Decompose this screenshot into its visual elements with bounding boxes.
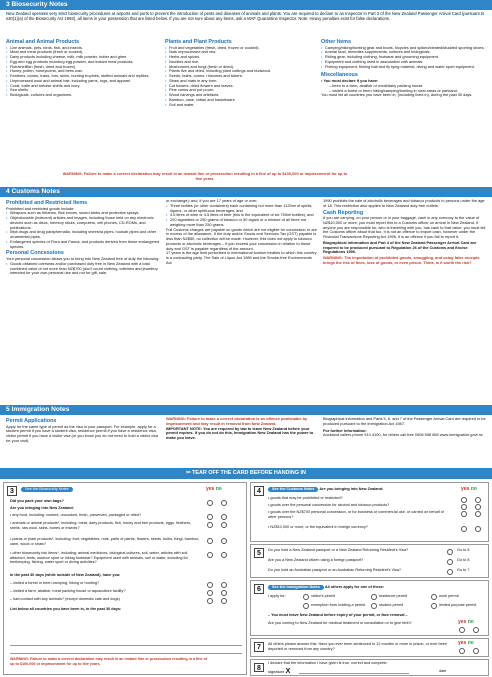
animal-column (6, 38, 161, 98)
yes-no-header: yes no (206, 486, 222, 492)
list-item: • Cut flowers, dried flowers and leaves. (165, 84, 315, 89)
immigration-col2 (166, 417, 318, 441)
list-item: • Unprocessed wool and animal hair, including yarns, rugs, and apparel. (6, 79, 161, 84)
allowance-list (166, 204, 318, 228)
part-number-4: 4 (254, 486, 264, 496)
answer-yes-checkbox[interactable] (461, 526, 467, 532)
biosecurity-question: • animals or animal products*, including: meat, dairy products, fish, honey and bee products, eggs, feathers, shells, raw wool, skins, bones or insects? (10, 521, 191, 530)
list-item: • Meat and meat products (fresh or cooked). (6, 50, 161, 55)
list-item: • Plants live and dried, including plant cuttings and budwood. (165, 69, 315, 74)
customs-tag: See the Customs Notes Are you bringing into New Zealand: (268, 487, 383, 492)
answer-no-checkbox[interactable] (475, 497, 481, 503)
concessions-text: Your personal concession allows you to bring into New Zealand free of duty the following: (6, 256, 160, 262)
permit-text: Apply for the same type of permit as the visa in your passport. For example, apply for a student permit if you have a student visa, residence permit if you have a residence visa, visitor permit if you have a visitor visa (or you know you do not need to hold a visitor visa for your visit). (6, 423, 159, 443)
plant-column (165, 38, 315, 108)
card-part-5 (250, 544, 489, 578)
medical-question: Are you coming to New Zealand for medical treatment or consultation or to give birth? (268, 621, 412, 625)
plant-list (165, 46, 315, 108)
permit-option-label: exemption from holding a permit (311, 603, 366, 607)
list-item: • Feathers, bones, tusks, furs, skins, hunting trophies, stuffed animals and reptiles. (6, 74, 161, 79)
card-part-7 (250, 638, 489, 657)
answer-no-checkbox[interactable] (221, 522, 227, 528)
permit-note: – You must leave New Zealand before expiry of your permit, or face removal – (268, 613, 408, 617)
biosecurity-tag: See the Biosecurity Notes (21, 487, 73, 492)
customs-col1 (6, 199, 161, 276)
passport-question: Are you a New Zealand citizen using a foreign passport? (268, 558, 364, 562)
important-note: IMPORTANT NOTE: You are required by law to leave New Zealand before your permit expires. If you do not do this, Immigration New Zealand has the power to make you leave. (166, 425, 314, 441)
customs-question: • goods over the NZ$700 personal concession, or for business or commercial use, or carried on behalf of other persons? (268, 510, 444, 519)
biosecurity-question: – had contact with any animals? (except domestic cats and dogs) (10, 597, 120, 601)
medical-no-checkbox[interactable] (473, 627, 479, 633)
list-item: • Pine cones and pot pourri. (165, 88, 315, 93)
section-title: 4 Customs Notes (6, 188, 60, 195)
goto-label: Go to 8 (457, 558, 470, 562)
permit-option-label: residence permit (379, 594, 408, 598)
part-number-3: 3 (7, 486, 17, 496)
criminal-yes-checkbox[interactable] (459, 648, 465, 654)
declaration-text: I declare that the information I have given is true, correct and complete. (268, 661, 388, 665)
permit-option-label: visitor's permit (311, 594, 336, 598)
list-item: • Biologicals, cultures and organisms. (6, 93, 161, 98)
tear-off-banner (0, 468, 492, 479)
animal-heading: Animal and Animal Products (6, 39, 80, 45)
goto-label: Go to 7 (457, 568, 470, 572)
card-part-6 (250, 580, 489, 636)
list-item: • Goods obtained overseas and/or purchased duty free in New Zealand with a total combined value of not more than NZ$700 (don't count clothing, toiletries and jewellery intended for your own personal use and not for gift, sale, (6, 262, 161, 276)
permit-option-label: work permit (439, 594, 459, 598)
biosecurity-question: • any food, including: cooked, uncooked, fresh, preserved, packaged or dried? (10, 513, 142, 517)
answer-yes-checkbox[interactable] (461, 511, 467, 517)
misc-lead: • You must declare if you have: (321, 78, 379, 84)
bio-info: Biographical information and Part 4 of the New Zealand Passenger Arrival Card are required to be produced pursuant to Regulation 26 of the Customs and Excise Regulations 1996. (323, 239, 477, 255)
list-item: • Equipment and clothing used in association with animals. (321, 60, 487, 65)
answer-yes-checkbox[interactable] (207, 590, 213, 596)
tear-text: TEAR OFF THE CARD BEFORE HANDING IN (192, 470, 306, 476)
list-item: • Animal food, remedies supplements, cultures and biologicals. (321, 50, 487, 55)
card-part-8 (250, 659, 489, 676)
list-item: • Fruit and vegetables (fresh, dried, frozen or cooked). (165, 46, 315, 51)
concessions-heading: Personal Concessions (6, 250, 64, 257)
signature-line[interactable] (299, 673, 409, 674)
permit-option-checkbox[interactable] (371, 603, 377, 609)
cash-heading: Cash Reporting (323, 209, 364, 216)
passport-checkbox[interactable] (447, 559, 453, 565)
list-item: • Dairy products including cheese, milk, milk powder, butter and ghee. (6, 55, 161, 60)
medical-yes-checkbox[interactable] (459, 627, 465, 633)
list-item: • Camping/hiking/hunting gear and boots, bicycles and spiked/cleated/studded sporting shoes. (321, 46, 487, 51)
list-item: • Fishing equipment, fishing bait and fly tying material, diving and water sport equipment. (321, 65, 487, 70)
goto-label: Go to 8 (457, 548, 470, 552)
yes-no-header: yes no (458, 619, 474, 625)
prohibited-list (6, 211, 161, 249)
customs-question: • goods that may be prohibited or restricted? (268, 496, 343, 500)
answer-no-checkbox[interactable] (221, 552, 227, 558)
col2-text: or exchange); and, if you are 17 years of age or over, (166, 198, 258, 203)
criminal-question: All others please answer this: Have you ever been sentenced to 12 months or more in prison, or ever been deported or removed from any country? (268, 642, 447, 651)
biosecurity-question: Did you pack your own bags? (10, 499, 64, 503)
other-column (321, 38, 487, 98)
answer-no-checkbox[interactable] (221, 514, 227, 520)
biosecurity-header (0, 0, 492, 10)
list-item: • Soil and water. (165, 103, 315, 108)
answer-yes-checkbox[interactable] (207, 538, 213, 544)
answer-yes-checkbox[interactable] (207, 500, 213, 506)
col2-para: Full Customs charges are payable on goods which are not eligible for concession or are in excess of the allowance. If the duty and/or Goods and Services Tax (GST) payable is less than NZ$50, no collection will be made. However, this does not apply to tobacco products or alcoholic beverages – if you exceed your concession in relation to these duty and GST is payable regardless of the amount. (166, 226, 317, 251)
prohibited-lead: Prohibited and restricted goods include: (6, 205, 75, 211)
list-item: • Noodles and rice. (165, 60, 315, 65)
card-part-3 (3, 482, 247, 675)
answer-yes-checkbox[interactable] (461, 497, 467, 503)
immigration-bio-info: Biographical information and Parts 5, 6, and 7 of the Passenger Arrival Card are required to be produced pursuant to the Immigration Act 1987. (323, 416, 486, 426)
misc-note: You must list all countries you have been in, (including lived in), during the past 30 days. (321, 92, 473, 98)
biosecurity-question: Are you bringing into New Zealand: (10, 506, 74, 510)
customs-col3 (323, 199, 487, 266)
list-item: • Fish/shellfish (fresh, dried and frozen). (6, 65, 161, 70)
list-item: • Wood carvings and artefacts. (165, 93, 315, 98)
list-item: • Endangered species of Flora and Fauna, and products derived from these endangered species. (6, 240, 161, 250)
biosecurity-question: – visited a forest or been camping, hiking or hunting? (10, 581, 100, 585)
answer-yes-checkbox[interactable] (207, 582, 213, 588)
answer-no-checkbox[interactable] (221, 590, 227, 596)
permit-option-checkbox[interactable] (431, 594, 437, 600)
answer-no-checkbox[interactable] (221, 538, 227, 544)
list-item: • Illicit drugs and drug paraphernalia, including sheesha pipes, hookah pipes and other ornamental pipes. (6, 230, 161, 240)
part-number-5: 5 (254, 548, 264, 558)
col3-text: 1990 prohibits the sale of alcoholic beverages and tobacco products to persons under the age of 18. This restriction also applies to New Zealand duty free outlets. (323, 198, 485, 208)
yes-no-header: yes no (461, 486, 477, 492)
yes-no-header: yes no (458, 640, 474, 646)
permit-option-label: limited purpose permit (439, 603, 477, 607)
biosecurity-question: – visited a farm, abattoir, meat packing house or aquaculture facility? (10, 589, 126, 593)
answer-yes-checkbox[interactable] (207, 514, 213, 520)
further-text: Auckland callers phone 914 4100, for others call free 0508 558 855 www.immigration.govt.nz (323, 432, 483, 438)
biosecurity-question: • plants or plant products*, including: fruit, vegetables, nuts, parts of plants, flowers, seeds, bulbs, fungi, bamboo, cane, wood or straw? (10, 537, 200, 546)
misc-item: – visited a forest or been hiking/camping/hunting in rural areas or parkland. (329, 87, 458, 93)
list-item: • 4.5 litres of wine or 4.5 litres of beer (this is the equivalent of six 750ml bottles); and (166, 213, 318, 218)
biosecurity-intro: New Zealand operates very strict biosecurity procedures at airports and ports to prevent the introduction of pests and diseases of animals and plants. You are required to declare to an Inspector in Part 3 of the New Zealand Passenger Arrival Card (pursuant to s30(1)(a) of the Biosecurity Act 1993), all items in your possession that are listed below. If you are not sure about any items, ask a MAF Quarantine Inspector. Note: Heavy penalties exist for false declarations. (6, 11, 485, 22)
criminal-no-checkbox[interactable] (473, 648, 479, 654)
customs-question: • NZ$10,000 or more, or the equivalent in foreign currency? (268, 525, 368, 529)
list-item: • Sea shells. (6, 88, 161, 93)
answer-no-checkbox[interactable] (221, 598, 227, 604)
answer-no-checkbox[interactable] (221, 500, 227, 506)
permit-option-checkbox[interactable] (431, 603, 437, 609)
apply-label: I apply for: (268, 594, 286, 598)
immigration-tag: See the Immigration Notes All others apply for one of these: (268, 585, 384, 590)
passport-question: Do you hold a New Zealand passport or a New Zealand Returning Resident's Visa? (268, 548, 409, 552)
list-item: • Three bottles (or other containers) each containing not more than 1125ml of spirits, liqueur, or other spirituous beverages; and (166, 204, 318, 214)
biosecurity-question: List below all countries you have been in, in the past 30 days: (10, 607, 122, 611)
passport-checkbox[interactable] (447, 549, 453, 555)
biosecurity-question: • other biosecurity risk items*, including: animal medicines, biological cultures, soil, water, articles with soil attached, tents, outdoor sport or hiking footwear? Equipment used with animals, soil or water, including for beekeeping, fishing, water sport or diving activities? (10, 551, 188, 565)
animal-list (6, 46, 161, 98)
part-number-6: 6 (254, 584, 264, 594)
list-item: • Weapons such as firearms, flick knives, sword sticks and protective sprays. (6, 211, 161, 216)
immigration-header (0, 405, 492, 415)
answer-yes-checkbox[interactable] (461, 504, 467, 510)
list-item: • 200 cigarettes or 250 grams of tobacco or 50 cigars or a mixture of all three not weighing more than 250 grams. (166, 218, 318, 228)
further-heading: For further information: (323, 427, 367, 433)
immigration-col1 (6, 417, 161, 444)
customs-col2 (166, 199, 318, 266)
list-item: • Straw and mats in any form. (165, 79, 315, 84)
passport-checkbox[interactable] (447, 569, 453, 575)
customs-question: • goods over the personal concession for alcohol and tobacco products? (268, 503, 390, 507)
customs-warning: WARNING: The importation of prohibited goods, smuggling, and using false receipts brings the risk of fines, loss of goods, or even prison. Think, is it worth the risk? (323, 255, 480, 266)
list-item: • Seeds, bulbs, corms, rhizomes and tubers. (165, 74, 315, 79)
list-item: • Mushrooms and fungi (fresh or dried). (165, 65, 315, 70)
date-label: date (439, 669, 447, 673)
scissors-icon: ✂ (186, 470, 193, 476)
misc-item: – been to a farm, abattoir or meat/dairy packing house. (329, 82, 424, 88)
answer-no-checkbox[interactable] (475, 511, 481, 517)
cash-text: If you are carrying, on your person or in your baggage, cash in any currency to the value of NZ$10,000 or more, you must report this to a Customs officer on arrival in New Zealand. If anyone you are responsible for, who is travelling with you, has cash to that value, you must tell the Customs officer about that too. It is not an offence to import cash, however under the Financial Transactions Reporting Act 1996, it is an offence if you fail to report it. (323, 215, 486, 240)
signature-label: signature X (268, 668, 291, 675)
concessions-list (6, 262, 161, 276)
card-warning: WARNING: Failure to make a correct declaration may result in an instant fine or prosecution resulting in a fine of up to $100,000 or imprisonment for up to five years. (10, 657, 208, 666)
answer-yes-checkbox[interactable] (207, 552, 213, 558)
list-item: • Nuts unprocessed and raw. (165, 50, 315, 55)
immigration-warning: WARNING: Failure to make a correct declaration is an offence punishable by imprisonment and may result in removal from New Zealand. (166, 416, 308, 426)
list-item: • Objectionable (indecent) articles and images, including those held on any electronic devices such as discs, memory sticks, computers, cell phones, CD-ROMs, and publications. (6, 216, 161, 230)
list-item: • Honey, pollen, honeycomb, and bees wax. (6, 69, 161, 74)
list-item: • Egg and egg products including egg powder, and instant meal products. (6, 60, 161, 65)
col2-para2: 17 years is the age limit prescribed in international tourism treaties to which this country is a contracting party. The Sale of Liquor Act 1989 and the Smoke-free Environments Act (166, 250, 317, 265)
answer-no-checkbox[interactable] (475, 504, 481, 510)
card-part-4 (250, 482, 489, 542)
customs-header (0, 187, 492, 197)
biosecurity-question: In the past 30 days (while outside of New Zealand), have you: (10, 573, 121, 577)
prohibited-heading: Prohibited and Restricted Items (6, 200, 88, 206)
permit-option-checkbox[interactable] (303, 603, 309, 609)
permit-option-label: student permit (379, 603, 404, 607)
part-number-8: 8 (254, 663, 264, 672)
permit-heading: Permit Applications (6, 418, 57, 424)
section-title: 5 Immigration Notes (6, 406, 70, 413)
biosecurity-warning: WARNING: Failure to make a correct declaration may result in an instant fine or prosecution resulting in a fine of up to $100,000 or imprisonment for up to five years. (62, 171, 348, 181)
answer-no-checkbox[interactable] (221, 582, 227, 588)
answer-no-checkbox[interactable] (475, 526, 481, 532)
permit-option-checkbox[interactable] (303, 594, 309, 600)
list-item: • Bamboo, cane, rattan and basketware. (165, 98, 315, 103)
list-item: • Riding gear, including clothing, footwear and grooming equipment. (321, 55, 487, 60)
list-item: • Herbs and spices. (165, 55, 315, 60)
other-list (321, 46, 487, 70)
immigration-col3 (323, 417, 487, 438)
other-heading: Other Items (321, 39, 351, 45)
misc-heading: Miscellaneous (321, 72, 358, 79)
list-item: • Coral, turtle and tortoise shells and ivory. (6, 84, 161, 89)
part-number-7: 7 (254, 642, 264, 652)
passport-question: Do you hold an Australian passport or an Australian Returning Resident's Visa? (268, 568, 401, 572)
list-item: • Live animals, pets, birds, fish, and insects. (6, 46, 161, 51)
answer-yes-checkbox[interactable] (207, 598, 213, 604)
plant-heading: Plants and Plant Products (165, 39, 232, 45)
permit-option-checkbox[interactable] (371, 594, 377, 600)
section-title: 3 Biosecurity Notes (6, 1, 68, 8)
answer-yes-checkbox[interactable] (207, 522, 213, 528)
